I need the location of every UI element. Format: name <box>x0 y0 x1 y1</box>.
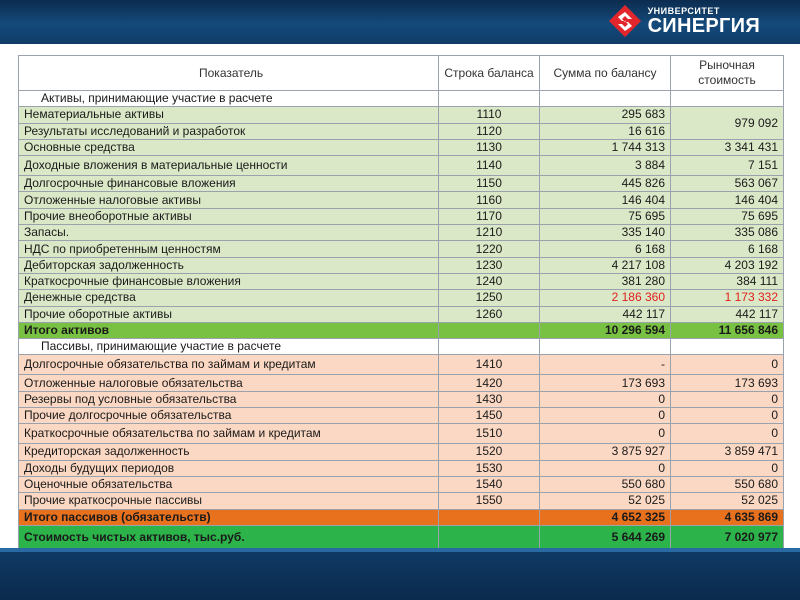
liabilities-section-row <box>19 339 784 355</box>
liabilities-section-title: Пассивы, принимающие участие в расчете <box>19 339 439 355</box>
row-code: 1110 <box>439 107 540 123</box>
row-book-value: - <box>540 355 671 375</box>
row-name: Основные средства <box>19 139 439 155</box>
table-row <box>19 375 784 391</box>
row-market-value: 7 151 <box>671 156 784 176</box>
row-name: Денежные средства <box>19 290 439 306</box>
row-market-value: 0 <box>671 355 784 375</box>
row-market-value: 1 173 332 <box>671 290 784 306</box>
net-assets-row-market: 7 020 977 <box>671 525 784 550</box>
logo-line1: УНИВЕРСИТЕТ <box>647 5 720 16</box>
row-name: Долгосрочные финансовые вложения <box>19 176 439 192</box>
row-code: 1140 <box>439 156 540 176</box>
net-assets-row-blank <box>439 525 540 550</box>
net-assets-row-label: Стоимость чистых активов, тыс.руб. <box>19 525 439 550</box>
table-row <box>19 493 784 509</box>
row-market-value: 0 <box>671 424 784 444</box>
table-row <box>19 355 784 375</box>
row-market-value: 442 117 <box>671 306 784 322</box>
row-book-value: 0 <box>540 460 671 476</box>
header-line: Строка баланса <box>439 56 540 91</box>
row-code: 1210 <box>439 225 540 241</box>
liabilities-total-row-label: Итого пассивов (обязательств) <box>19 509 439 525</box>
liabilities-total-row-book: 4 652 325 <box>540 509 671 525</box>
row-code: 1160 <box>439 192 540 208</box>
row-market-value: 0 <box>671 460 784 476</box>
logo-line2: СИНЕРГИЯ <box>647 14 760 37</box>
row-code: 1530 <box>439 460 540 476</box>
table-row <box>19 225 784 241</box>
row-code: 1430 <box>439 391 540 407</box>
table-row <box>19 176 784 192</box>
row-market-value: 3 341 431 <box>671 139 784 155</box>
blank <box>439 339 540 355</box>
row-book-value: 0 <box>540 424 671 444</box>
liabilities-total-row-blank <box>439 509 540 525</box>
assets-total-row-label: Итого активов <box>19 322 439 338</box>
footer-band <box>0 548 800 600</box>
synergy-logo <box>608 4 760 38</box>
row-name: Резервы под условные обязательства <box>19 391 439 407</box>
table-row <box>19 139 784 155</box>
row-book-value: 3 875 927 <box>540 444 671 460</box>
blank <box>671 339 784 355</box>
row-code: 1240 <box>439 273 540 289</box>
row-market-value: 4 203 192 <box>671 257 784 273</box>
row-market-value: 979 092 <box>671 107 784 140</box>
row-code: 1260 <box>439 306 540 322</box>
row-name: Запасы. <box>19 225 439 241</box>
row-code: 1120 <box>439 123 540 139</box>
row-name: Краткосрочные финансовые вложения <box>19 273 439 289</box>
row-book-value: 3 884 <box>540 156 671 176</box>
row-book-value: 335 140 <box>540 225 671 241</box>
row-name: Отложенные налоговые активы <box>19 192 439 208</box>
table-row <box>19 123 784 139</box>
row-name: Доходы будущих периодов <box>19 460 439 476</box>
assets-total-row-book: 10 296 594 <box>540 322 671 338</box>
row-code: 1510 <box>439 424 540 444</box>
row-name: Прочие краткосрочные пассивы <box>19 493 439 509</box>
row-book-value: 0 <box>540 391 671 407</box>
row-code: 1450 <box>439 408 540 424</box>
row-name: Прочие долгосрочные обязательства <box>19 408 439 424</box>
row-book-value: 442 117 <box>540 306 671 322</box>
table-row <box>19 241 784 257</box>
row-name: Нематериальные активы <box>19 107 439 123</box>
row-name: Доходные вложения в материальные ценности <box>19 156 439 176</box>
liabilities-total-row <box>19 509 784 525</box>
row-code: 1220 <box>439 241 540 257</box>
assets-total-row-market: 11 656 846 <box>671 322 784 338</box>
assets-total-row <box>19 322 784 338</box>
net-assets-row <box>19 525 784 550</box>
row-market-value: 0 <box>671 408 784 424</box>
row-market-value: 550 680 <box>671 476 784 492</box>
table-row <box>19 208 784 224</box>
table-row <box>19 156 784 176</box>
row-name: Оценочные обязательства <box>19 476 439 492</box>
assets-total-row-blank <box>439 322 540 338</box>
net-assets-row-book: 5 644 269 <box>540 525 671 550</box>
table-row <box>19 107 784 123</box>
row-code: 1230 <box>439 257 540 273</box>
header-book-sum: Сумма по балансу <box>540 56 671 91</box>
row-book-value: 173 693 <box>540 375 671 391</box>
table-row <box>19 306 784 322</box>
row-code: 1250 <box>439 290 540 306</box>
row-book-value: 381 280 <box>540 273 671 289</box>
assets-section-title: Активы, принимающие участие в расчете <box>19 91 439 107</box>
row-book-value: 75 695 <box>540 208 671 224</box>
row-book-value: 2 186 360 <box>540 290 671 306</box>
header-band <box>0 0 800 44</box>
synergy-logo-icon <box>608 4 642 38</box>
row-code: 1130 <box>439 139 540 155</box>
row-market-value: 335 086 <box>671 225 784 241</box>
table-row <box>19 424 784 444</box>
row-market-value: 384 111 <box>671 273 784 289</box>
row-code: 1540 <box>439 476 540 492</box>
header-indicator: Показатель <box>19 56 439 91</box>
row-book-value: 6 168 <box>540 241 671 257</box>
table-row <box>19 460 784 476</box>
row-book-value: 295 683 <box>540 107 671 123</box>
row-market-value: 563 067 <box>671 176 784 192</box>
row-book-value: 4 217 108 <box>540 257 671 273</box>
row-code: 1150 <box>439 176 540 192</box>
row-market-value: 52 025 <box>671 493 784 509</box>
row-code: 1410 <box>439 355 540 375</box>
row-name: НДС по приобретенным ценностям <box>19 241 439 257</box>
row-book-value: 1 744 313 <box>540 139 671 155</box>
row-name: Прочие внеоборотные активы <box>19 208 439 224</box>
row-book-value: 445 826 <box>540 176 671 192</box>
header-market-value: Рыночная стоимость <box>671 56 784 91</box>
row-code: 1550 <box>439 493 540 509</box>
row-code: 1520 <box>439 444 540 460</box>
table-row <box>19 408 784 424</box>
row-book-value: 550 680 <box>540 476 671 492</box>
row-book-value: 52 025 <box>540 493 671 509</box>
row-name: Краткосрочные обязательства по займам и кредитам <box>19 424 439 444</box>
row-name: Результаты исследований и разработок <box>19 123 439 139</box>
blank <box>540 339 671 355</box>
row-book-value: 146 404 <box>540 192 671 208</box>
row-code: 1420 <box>439 375 540 391</box>
row-market-value: 0 <box>671 391 784 407</box>
row-code: 1170 <box>439 208 540 224</box>
table-row <box>19 290 784 306</box>
row-name: Кредиторская задолженность <box>19 444 439 460</box>
table-row <box>19 192 784 208</box>
row-market-value: 6 168 <box>671 241 784 257</box>
row-name: Прочие оборотные активы <box>19 306 439 322</box>
row-name: Дебиторская задолженность <box>19 257 439 273</box>
row-book-value: 16 616 <box>540 123 671 139</box>
table-row <box>19 444 784 460</box>
liabilities-total-row-market: 4 635 869 <box>671 509 784 525</box>
row-market-value: 146 404 <box>671 192 784 208</box>
row-name: Отложенные налоговые обязательства <box>19 375 439 391</box>
assets-section-row <box>19 91 784 107</box>
row-name: Долгосрочные обязательства по займам и кредитам <box>19 355 439 375</box>
table-row <box>19 476 784 492</box>
row-market-value: 3 859 471 <box>671 444 784 460</box>
row-book-value: 0 <box>540 408 671 424</box>
table-row <box>19 273 784 289</box>
table-row <box>19 391 784 407</box>
row-market-value: 173 693 <box>671 375 784 391</box>
table-header-row <box>19 56 784 91</box>
table-row <box>19 257 784 273</box>
net-assets-table <box>18 55 784 551</box>
row-market-value: 75 695 <box>671 208 784 224</box>
